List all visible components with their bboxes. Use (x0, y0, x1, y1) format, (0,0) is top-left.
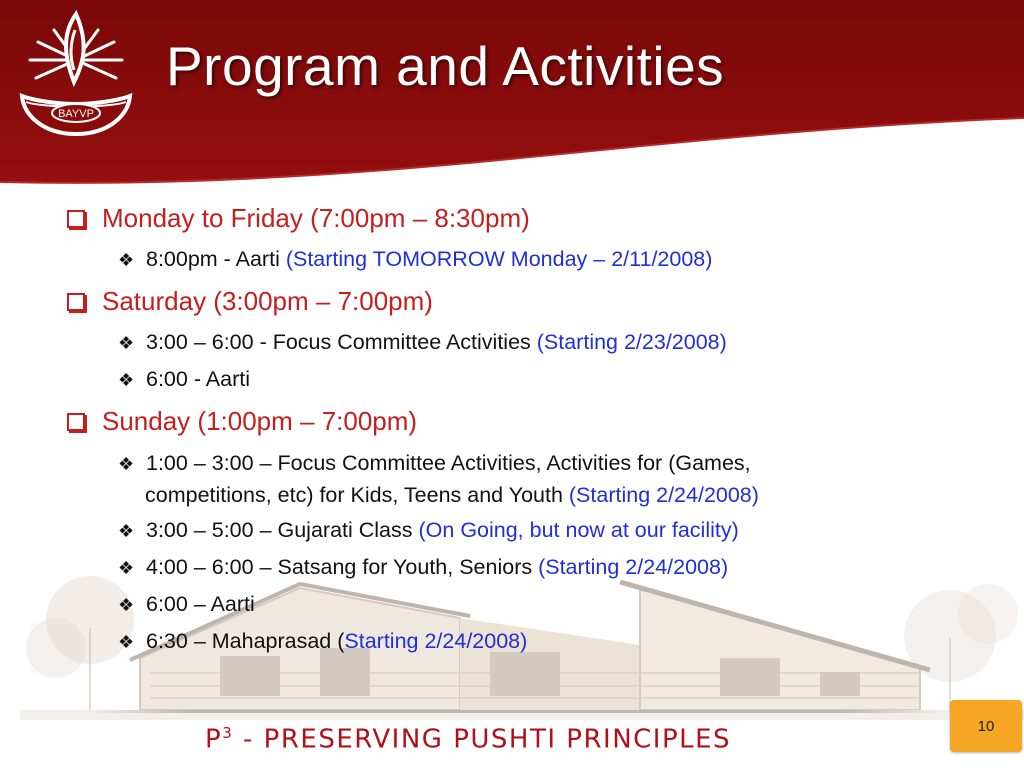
list-item (118, 364, 250, 396)
logo-text: BAYVP (58, 108, 94, 120)
list-item (118, 244, 712, 276)
item-text: 3:00 – 6:00 - Focus Committee Activities (146, 330, 537, 354)
diamond-bullet-icon: ❖ (118, 250, 135, 270)
list-item (118, 515, 739, 547)
section-heading-text: Sunday (1:00pm – 7:00pm) (102, 406, 418, 436)
section-heading-saturday (66, 286, 433, 317)
page-title: Program and Activities (166, 35, 725, 97)
footer-text-rest: - PRESERVING PUSHTI PRINCIPLES (233, 724, 732, 755)
item-text: 6:00 - Aarti (146, 367, 250, 391)
list-item (118, 626, 527, 658)
item-note: (Starting 2/24/2008) (568, 483, 759, 507)
checkbox-bullet-icon (67, 210, 85, 228)
item-note: (Starting TOMORROW Monday – 2/11/2008) (285, 247, 713, 271)
diamond-bullet-icon: ❖ (118, 595, 135, 615)
item-note: Starting 2/24/2008) (344, 629, 528, 653)
diamond-bullet-icon: ❖ (118, 521, 135, 541)
item-text: 6:30 – Mahaprasad ( (146, 629, 345, 653)
item-text-continued (118, 480, 759, 511)
item-text-line2: competitions, etc) for Kids, Teens and Youth (145, 483, 569, 507)
checkbox-bullet-icon (67, 293, 85, 311)
diamond-bullet-icon: ❖ (118, 370, 135, 390)
footer-text-p: P (205, 724, 223, 755)
item-note: (On Going, but now at our facility) (418, 518, 739, 542)
diya-lamp-icon (12, 8, 140, 148)
diamond-bullet-icon: ❖ (118, 333, 135, 353)
item-text: 6:00 – Aarti (146, 592, 255, 616)
item-text: 3:00 – 5:00 – Gujarati Class (146, 518, 419, 542)
section-heading-text: Saturday (3:00pm – 7:00pm) (102, 286, 433, 316)
footer-divider (88, 710, 944, 713)
checkbox-bullet-icon (67, 413, 85, 431)
bayvp-logo (12, 8, 140, 148)
footer-text-superscript: 3 (222, 724, 234, 742)
item-note: (Starting 2/23/2008) (536, 330, 727, 354)
list-item (118, 589, 255, 621)
list-item (118, 552, 728, 584)
list-item (118, 327, 727, 359)
section-heading-weekdays (66, 203, 530, 234)
footer-tagline (205, 724, 731, 755)
section-heading-text: Monday to Friday (7:00pm – 8:30pm) (102, 203, 530, 233)
page-number-badge: 10 (950, 700, 1022, 752)
section-heading-sunday (66, 406, 417, 437)
diamond-bullet-icon: ❖ (118, 632, 135, 652)
item-text: 8:00pm - Aarti (146, 247, 286, 271)
diamond-bullet-icon: ❖ (118, 558, 135, 578)
item-text: 4:00 – 6:00 – Satsang for Youth, Seniors (146, 555, 539, 579)
list-item (118, 448, 759, 511)
item-note: (Starting 2/24/2008) (538, 555, 729, 579)
diamond-bullet-icon: ❖ (118, 454, 135, 474)
item-text: 1:00 – 3:00 – Focus Committee Activities, Activities for (Games, (146, 451, 751, 475)
